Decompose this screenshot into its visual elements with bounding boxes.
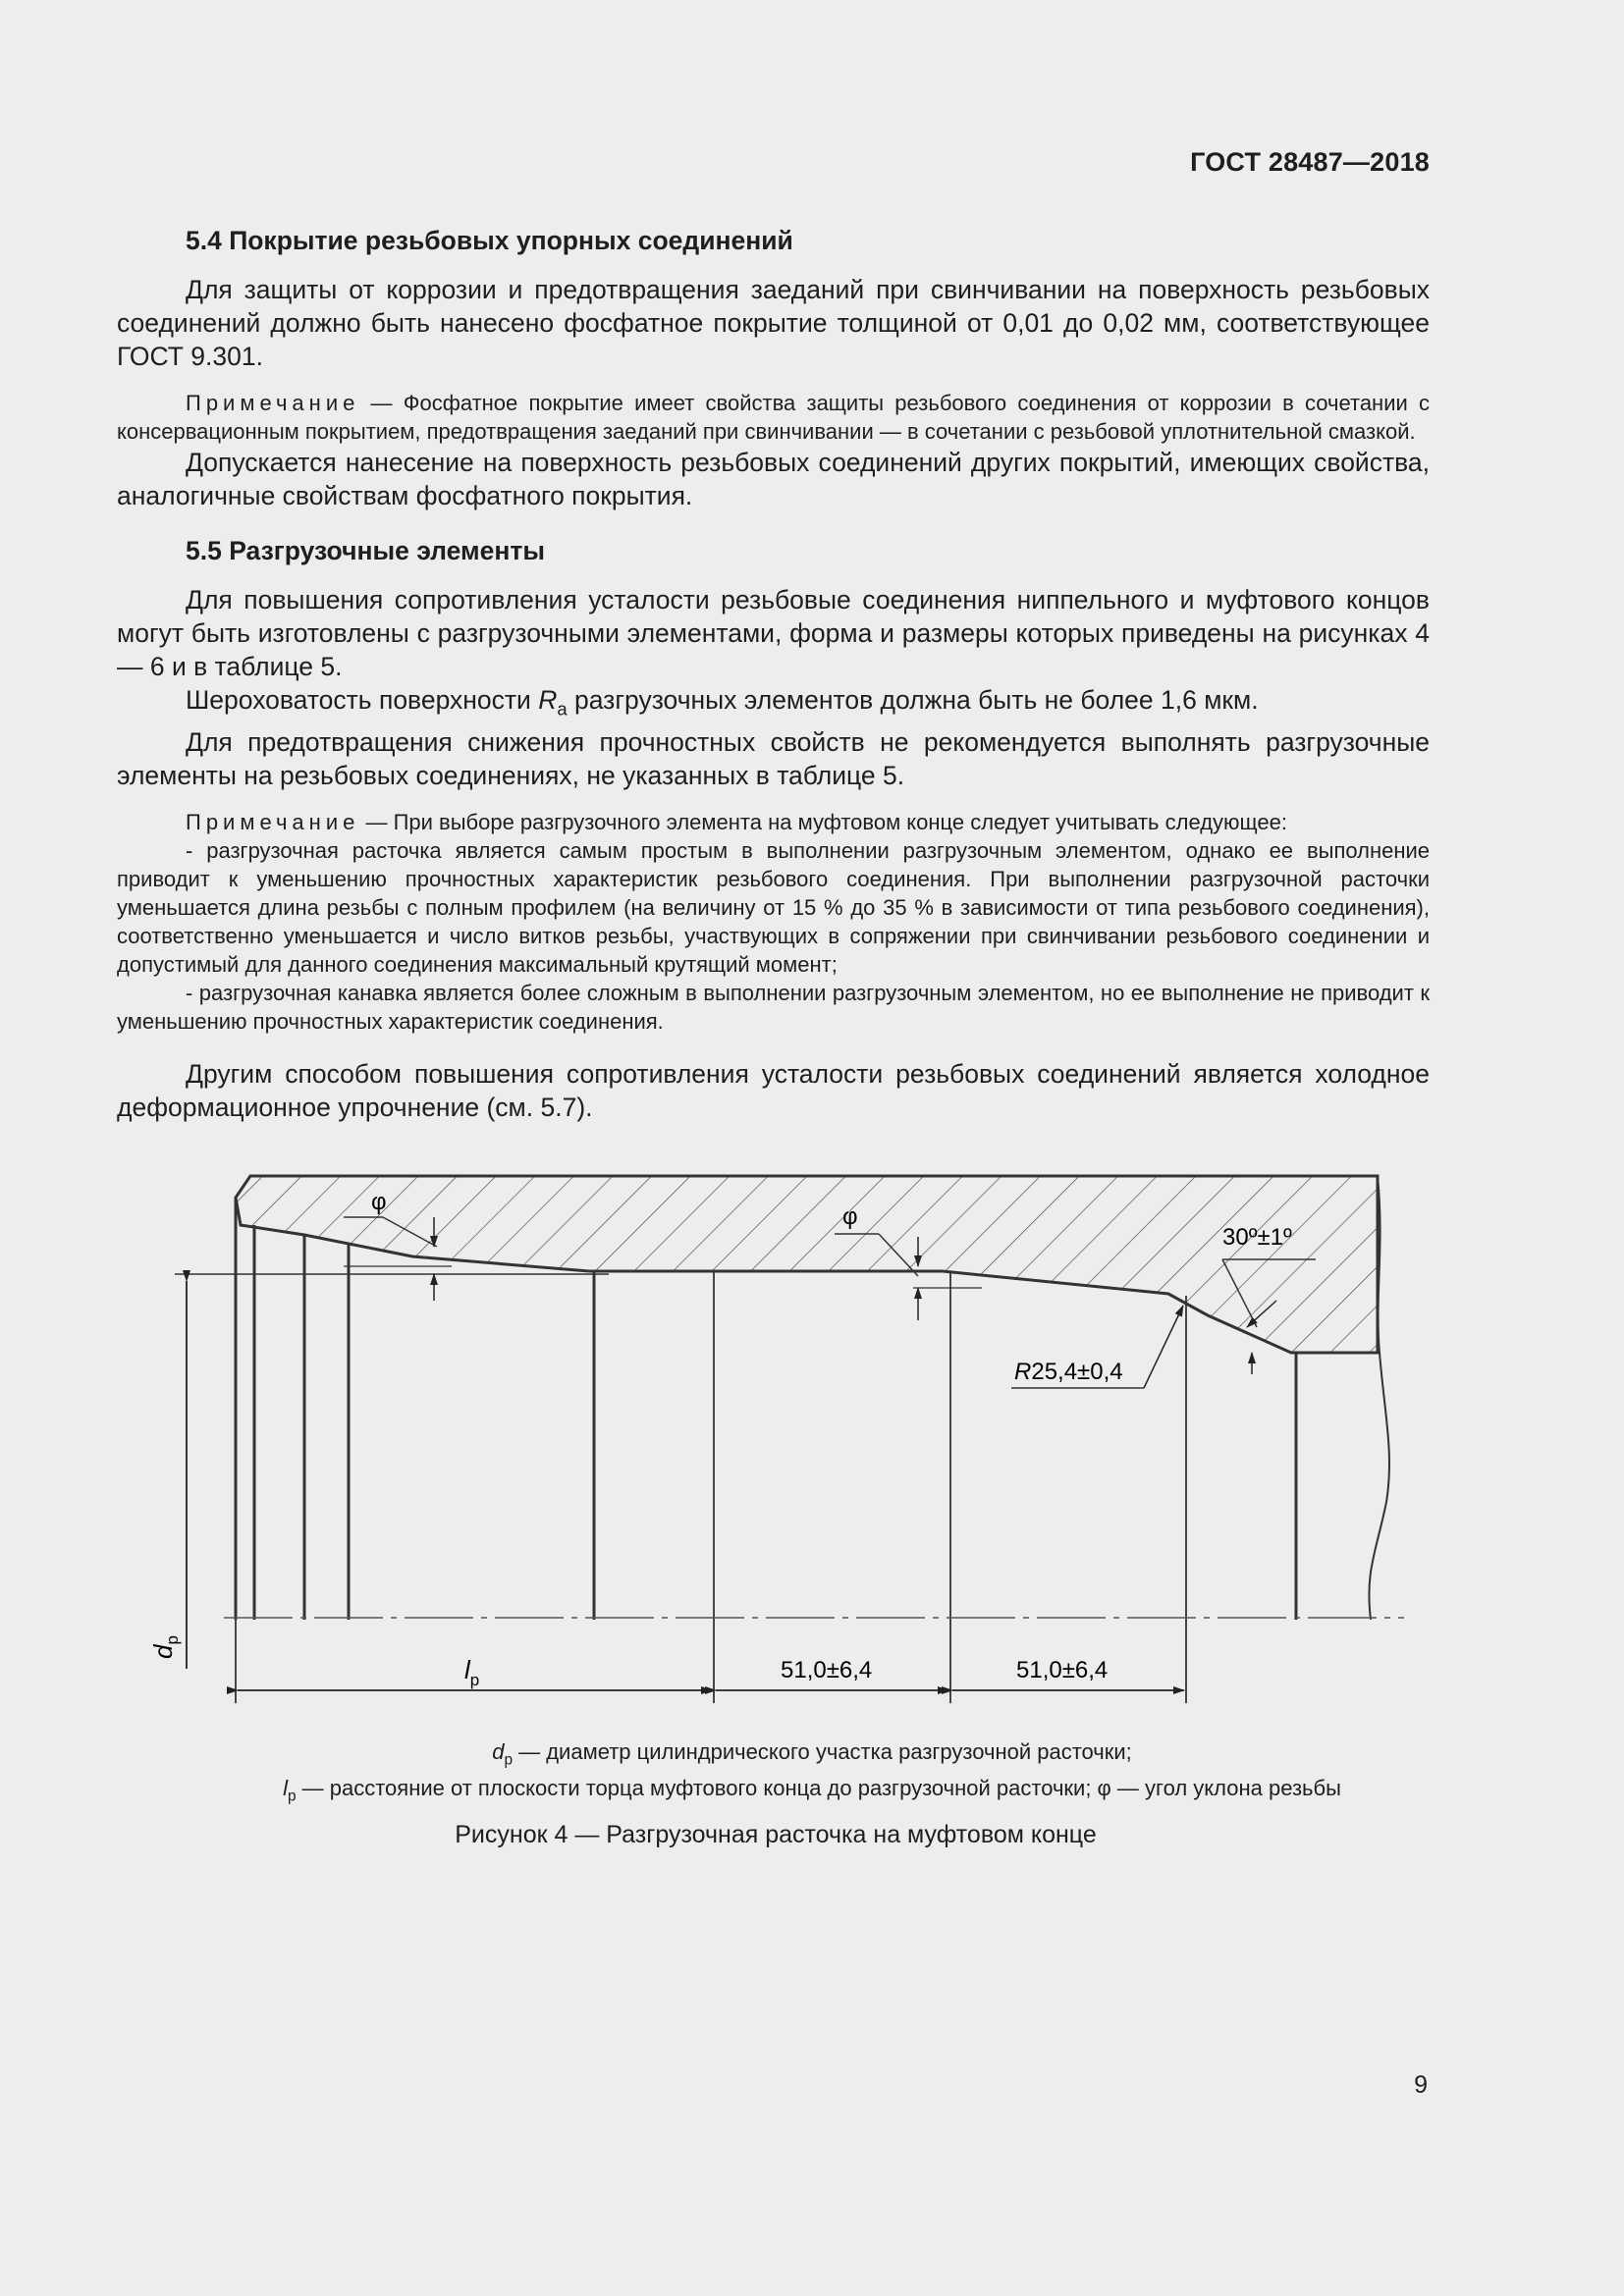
dimension-label: 51,0±6,4 bbox=[781, 1657, 873, 1683]
note-item: - разгрузочная расточка является самым простым в выполнении разгрузочным элементом, однако ее выполнение приводит к уменьшению прочностных характеристик резьбового соединения. При выполнении разгрузочной расточки уменьшается длина резьбы с полным профилем (на величину от 15 % до 35 % в зависимости от типа резьбового соединения), соответственно уменьшается и число витков резьбы, участвующих в сопряжении при свинчивании резьбового соединении и допустимый для данного соединения максимальный крутящий момент; bbox=[117, 838, 1430, 978]
paragraph: Шероховатость поверхности $R_a$ разгрузочных элементов должна быть не более 1,6 мкм. bbox=[186, 685, 1259, 720]
reference-lines bbox=[236, 1271, 1186, 1703]
phi-label: φ bbox=[371, 1189, 387, 1215]
paragraph: Другим способом повышения сопротивления усталости резьбовых соединений является холодное деформационное упрочнение (см. 5.7). bbox=[117, 1059, 1430, 1123]
section-heading-5-4: 5.4 Покрытие резьбовых упорных соединений bbox=[186, 226, 793, 255]
lp-label: $l_p$ bbox=[464, 1655, 480, 1689]
paragraph: Для предотвращения снижения прочностных свойств не рекомендуется выполнять разгрузочные элементы на резьбовых соединениях, не указанных в таблице 5. bbox=[117, 727, 1430, 791]
figure-legend: $d_p$ — диаметр цилиндрического участка разгрузочной расточки; $l_p$ — расстояние от плоскости торца муфтового конца до разгрузочной расточки; φ — угол уклона резьбы bbox=[283, 1739, 1341, 1805]
standard-code: ГОСТ 28487—2018 bbox=[1190, 147, 1430, 177]
section-heading-5-5: 5.5 Разгрузочные элементы bbox=[186, 536, 545, 565]
dimension-label: 51,0±6,4 bbox=[1016, 1657, 1109, 1683]
paragraph: Для защиты от коррозии и предотвращения заеданий при свинчивании на поверхность резьбовых соединений должно быть нанесено фосфатное покрытие толщиной от 0,01 до 0,02 мм, соответствующее ГОСТ 9.301. bbox=[117, 275, 1430, 371]
paragraph: Для повышения сопротивления усталости резьбовые соединения ниппельного и муфтового концов могут быть изготовлены с разгрузочными элементами, форма и размеры которых приведены на рисунках 4 — 6 и в таблице 5. bbox=[117, 585, 1430, 681]
figure-caption: Рисунок 4 — Разгрузочная расточка на муфтовом конце bbox=[455, 1821, 1097, 1848]
hatched-section bbox=[236, 1176, 1378, 1353]
note-label: Примечание bbox=[186, 391, 360, 415]
note-text: — Фосфатное покрытие имеет свойства защиты резьбового соединения от коррозии в сочетании с консервационным покрытием, предотвращения заеданий при свинчивании — в сочетании с резьбовой уплотнительной смазкой. bbox=[117, 391, 1430, 444]
note-item: - разгрузочная канавка является более сложным в выполнении разгрузочным элементом, но ее выполнение не приводит к уменьшению прочностных характеристик соединения. bbox=[117, 981, 1430, 1035]
dp-label: $d_p$ bbox=[148, 1635, 182, 1659]
phi-label: φ bbox=[842, 1203, 858, 1230]
page-number: 9 bbox=[1414, 2071, 1428, 2099]
roughness-symbol: R bbox=[538, 685, 558, 715]
note: Примечание — При выборе разгрузочного элемента на муфтовом конце следует учитывать следующее: - разгрузочная расточка является самым простым в выполнении разгрузочным элементом, однако ее выполнение приводит к уменьшению прочностных характеристик резьбового соединения. При выполнении разгрузочной расточки уменьшается длина резьбы с полным профилем (на величину от 15 % до 35 % в зависимости от типа резьбового соединения), соответственно уменьшается и число витков резьбы, участвующих в сопряжении при свинчивании резьбового соединении и допустимый для данного соединения максимальный крутящий момент; - разгрузочная канавка является более сложным в выполнении разгрузочным элементом, но ее выполнение не приводит к уменьшению прочностных характеристик соединения. bbox=[117, 810, 1430, 1035]
paragraph: Допускается нанесение на поверхность резьбовых соединений других покрытий, имеющих свойства, аналогичные свойствам фосфатного покрытия. bbox=[117, 448, 1430, 510]
note-label: Примечание bbox=[186, 810, 360, 835]
angle-label: 30º±1º bbox=[1222, 1224, 1292, 1251]
radius-label: R25,4±0,4 bbox=[1014, 1359, 1123, 1385]
